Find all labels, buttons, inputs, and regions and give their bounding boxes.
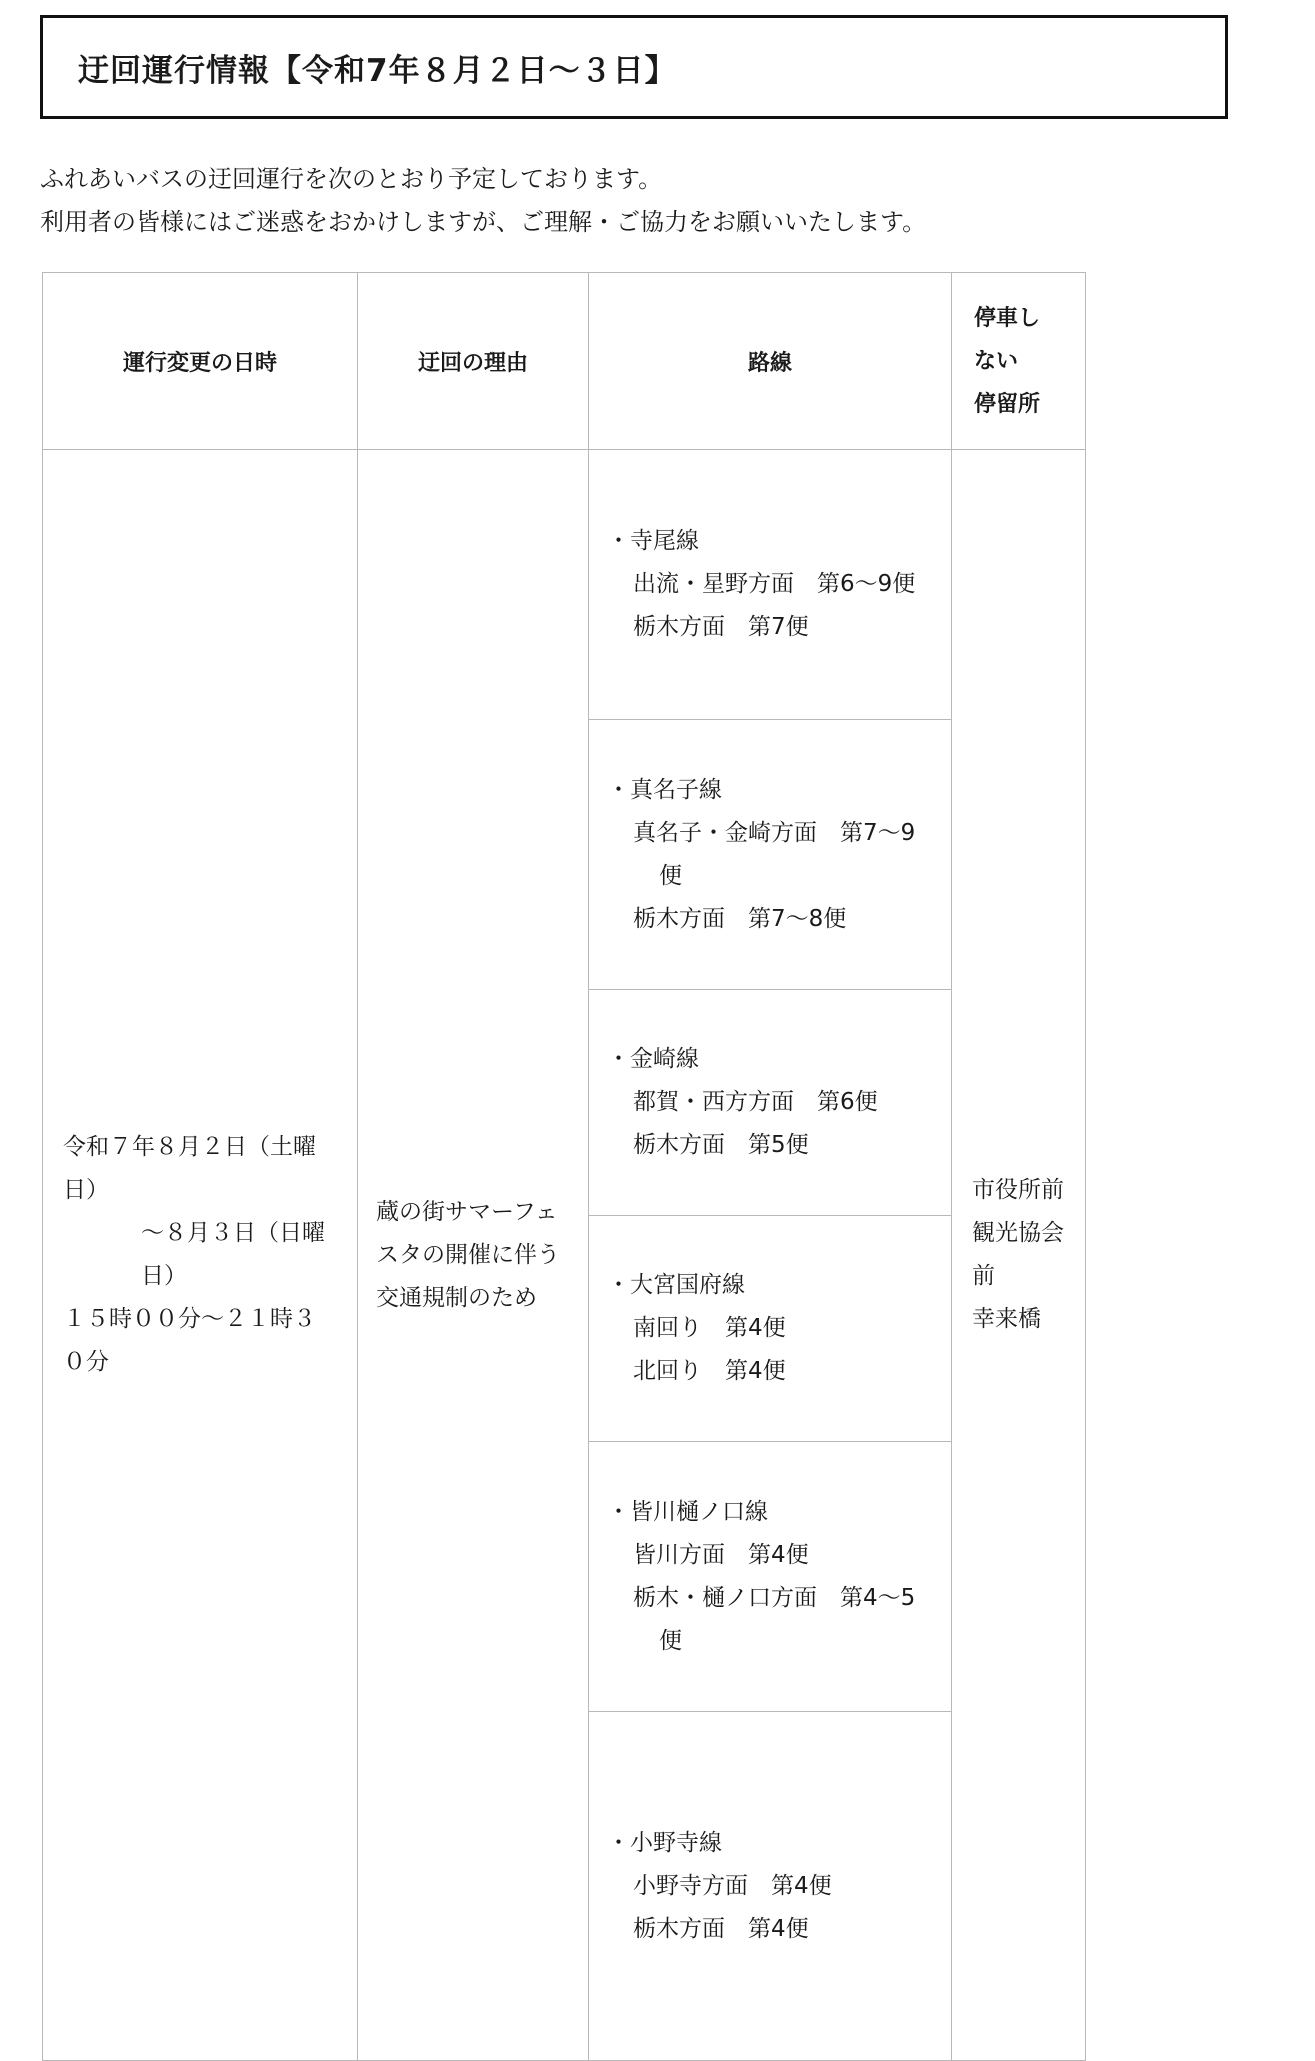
route-name: ・金崎線: [607, 1046, 699, 1072]
date-line: ～８月３日（日曜日）: [141, 1220, 325, 1289]
page-title: 迂回運行情報【令和7年８月２日～３日】: [78, 52, 677, 89]
reason-text: 蔵の街サマーフェスタの開催に伴う交通規制のため: [376, 1198, 560, 1311]
detour-table: [42, 272, 1086, 2061]
stops-cell: [951, 450, 1084, 2060]
intro-line-2: 利用者の皆様にはご迷惑をおかけしますが、ご理解・ご協力をお願いいたします。: [40, 208, 927, 236]
table-header-row: [43, 273, 1085, 450]
reason-cell: [357, 450, 588, 2060]
route-name: ・小野寺線: [607, 1829, 722, 1856]
header-reason: 迂回の理由: [357, 273, 588, 449]
stop-name: 市役所前: [972, 1177, 1064, 1203]
route-service: 栃木・樋ノ口方面 第4～5便: [633, 1584, 916, 1654]
header-stops-line: ない: [974, 348, 1019, 374]
route-service: 栃木方面 第4便: [633, 1915, 809, 1942]
header-date: 運行変更の日時: [122, 350, 277, 376]
route-service: 皆川方面 第4便: [633, 1541, 809, 1568]
route-name: ・真名子線: [607, 776, 722, 803]
route-item: [589, 1216, 951, 1442]
intro-text: [40, 158, 926, 244]
route-item: [589, 1712, 951, 2060]
route-cell: [588, 450, 951, 2060]
route-service: 小野寺方面 第4便: [633, 1872, 832, 1899]
intro-line-1: ふれあいバスの迂回運行を次のとおり予定しております。: [40, 165, 663, 193]
route-name: ・寺尾線: [607, 528, 699, 554]
route-service: 北回り 第4便: [633, 1358, 786, 1384]
route-service: 都賀・西方方面 第6便: [633, 1089, 878, 1115]
route-item: [589, 1442, 951, 1712]
route-service: 栃木方面 第7便: [633, 614, 809, 640]
stop-name: 観光協会前: [972, 1220, 1064, 1289]
header-stops: [951, 273, 1084, 449]
stop-name: 幸来橋: [972, 1306, 1041, 1332]
header-stops-line: 停車し: [974, 305, 1041, 331]
table-body-row: [43, 450, 1085, 2060]
date-line: 令和７年８月２日（土曜日）: [63, 1134, 316, 1203]
date-line: １５時００分～２１時３０分: [63, 1306, 316, 1375]
header-stops-line: 停留所: [974, 391, 1041, 417]
date-cell: [43, 450, 357, 2060]
route-name: ・大宮国府線: [607, 1272, 745, 1298]
route-list: [589, 450, 951, 2060]
route-service: 栃木方面 第7～8便: [633, 905, 847, 932]
title-box: [40, 15, 1228, 119]
route-item: [589, 450, 951, 720]
route-service: 出流・星野方面 第6～9便: [633, 571, 916, 597]
route-item: [589, 990, 951, 1216]
route-item: [589, 720, 951, 990]
route-service: 南回り 第4便: [633, 1315, 786, 1341]
route-service: 真名子・金崎方面 第7～9便: [633, 819, 916, 889]
header-route: 路線: [588, 273, 951, 449]
route-name: ・皆川樋ノ口線: [607, 1498, 768, 1525]
route-service: 栃木方面 第5便: [633, 1132, 809, 1158]
